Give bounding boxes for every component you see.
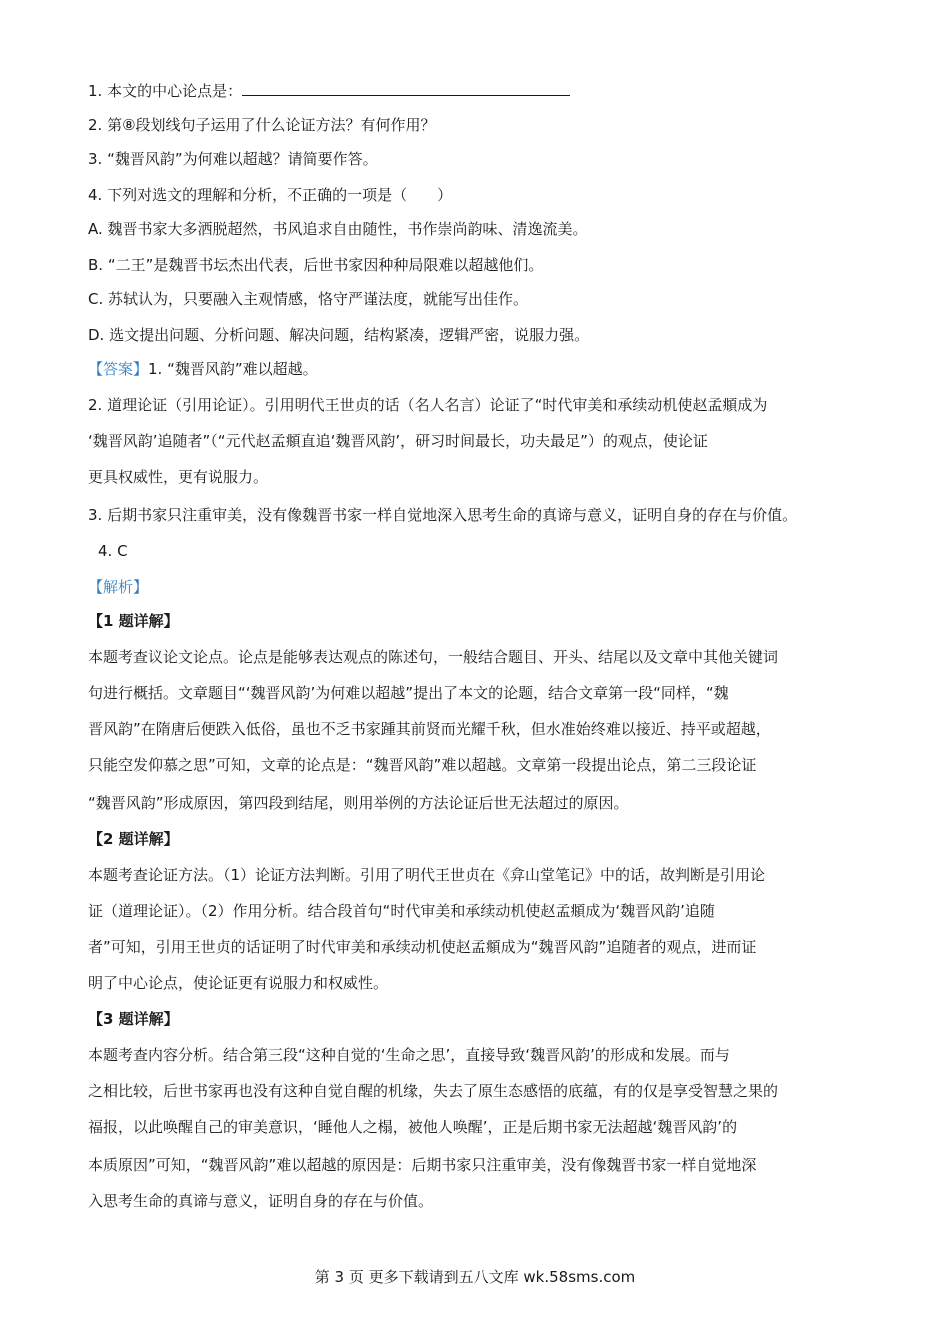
question-2: 2. 第⑧段划线句子运用了什么论证方法？有何作用？	[88, 116, 436, 134]
answer-blank	[242, 83, 570, 96]
detail-2-heading: 【2 题详解】	[88, 830, 179, 848]
option-b: B. “二王”是魏晋书坛杰出代表，后世书家因种种局限难以超越他们。	[88, 256, 544, 274]
detail-3-line-2: 之相比较，后世书家再也没有这种自觉自醒的机缘，失去了原生态感悟的底蕴，有的仅是享受智慧之果的	[88, 1082, 779, 1100]
question-3: 3. “魏晋风韵”为何难以超越？请简要作答。	[88, 150, 378, 168]
analysis-tag: 【解析】	[88, 578, 149, 596]
question-1	[88, 80, 570, 102]
detail-3-line-1: 本题考查内容分析。结合第三段“这种自觉的‘生命之思’，直接导致‘魏晋风韵’的形成和发展。而与	[88, 1046, 730, 1064]
answer-4: 4. C	[98, 542, 128, 560]
detail-1-line-2: 句进行概括。文章题目“‘魏晋风韵’为何难以超越”提出了本文的论题，结合文章第一段“同样，“魏	[88, 684, 729, 702]
answer-2-line-2: ‘魏晋风韵’追随者”（“元代赵孟頫直追‘魏晋风韵’，研习时间最长，功夫最足”）的观点，使论证	[88, 432, 708, 450]
page-footer	[0, 1266, 950, 1288]
detail-3-line-5: 入思考生命的真谛与意义，证明自身的存在与价值。	[88, 1192, 434, 1210]
detail-1-line-4: 只能空发仰慕之思”可知，文章的论点是：“魏晋风韵”难以超越。文章第一段提出论点，第二三段论证	[88, 756, 757, 774]
detail-3-line-3: 福报，以此唤醒自己的审美意识，‘睡他人之榻，被他人唤醒’，正是后期书家无法超越‘魏晋风韵’的	[88, 1118, 738, 1136]
answer-2-line-1: 2. 道理论证（引用论证）。引用明代王世贞的话（名人名言）论证了“时代审美和承续动机使赵孟頫成为	[88, 396, 768, 414]
answer-1	[88, 358, 318, 380]
detail-2-line-2: 证（道理论证）。（2）作用分析。结合段首句“时代审美和承续动机使赵孟頫成为‘魏晋风韵’追随	[88, 902, 715, 920]
option-a: A. 魏晋书家大多洒脱超然，书风追求自由随性，书作崇尚韵味、清逸流美。	[88, 220, 588, 238]
option-d: D. 选文提出问题、分析问题、解决问题，结构紧凑，逻辑严密，说服力强。	[88, 326, 590, 344]
question-1-text: 1. 本文的中心论点是：	[88, 82, 243, 100]
page-number: 3	[334, 1268, 345, 1286]
detail-1-line-3: 晋风韵”在隋唐后便跌入低俗，虽也不乏书家踵其前贤而光耀千秋，但水准始终难以接近、持平或超越，	[88, 720, 771, 738]
answer-1-text: 1. “魏晋风韵”难以超越。	[148, 360, 318, 378]
answer-2-line-3: 更具权威性，更有说服力。	[88, 468, 269, 486]
detail-1-line-1: 本题考查议论文论点。论点是能够表达观点的陈述句，一般结合题目、开头、结尾以及文章中其他关键词	[88, 648, 779, 666]
detail-2-line-1: 本题考查论证方法。（1）论证方法判断。引用了明代王世贞在《弇山堂笔记》中的话，故判断是引用论	[88, 866, 766, 884]
footer-prefix: 第	[314, 1268, 330, 1286]
question-4: 4. 下列对选文的理解和分析，不正确的一项是（ ）	[88, 186, 453, 204]
footer-suffix: 页 更多下载请到五八文库 wk.58sms.com	[348, 1268, 636, 1286]
detail-3-line-4: 本质原因”可知，“魏晋风韵”难以超越的原因是：后期书家只注重审美，没有像魏晋书家一样自觉地深	[88, 1156, 757, 1174]
detail-2-line-3: 者”可知，引用王世贞的话证明了时代审美和承续动机使赵孟頫成为“魏晋风韵”追随者的观点，进而证	[88, 938, 757, 956]
detail-1-heading: 【1 题详解】	[88, 612, 179, 630]
option-c: C. 苏轼认为，只要融入主观情感，恪守严谨法度，就能写出佳作。	[88, 290, 529, 308]
detail-3-heading: 【3 题详解】	[88, 1010, 179, 1028]
detail-1-line-5: “魏晋风韵”形成原因，第四段到结尾，则用举例的方法论证后世无法超过的原因。	[88, 794, 629, 812]
answer-tag: 【答案】	[88, 360, 149, 378]
answer-3: 3. 后期书家只注重审美，没有像魏晋书家一样自觉地深入思考生命的真谛与意义，证明自身的存在与价值。	[88, 506, 798, 524]
detail-2-line-4: 明了中心论点，使论证更有说服力和权威性。	[88, 974, 389, 992]
